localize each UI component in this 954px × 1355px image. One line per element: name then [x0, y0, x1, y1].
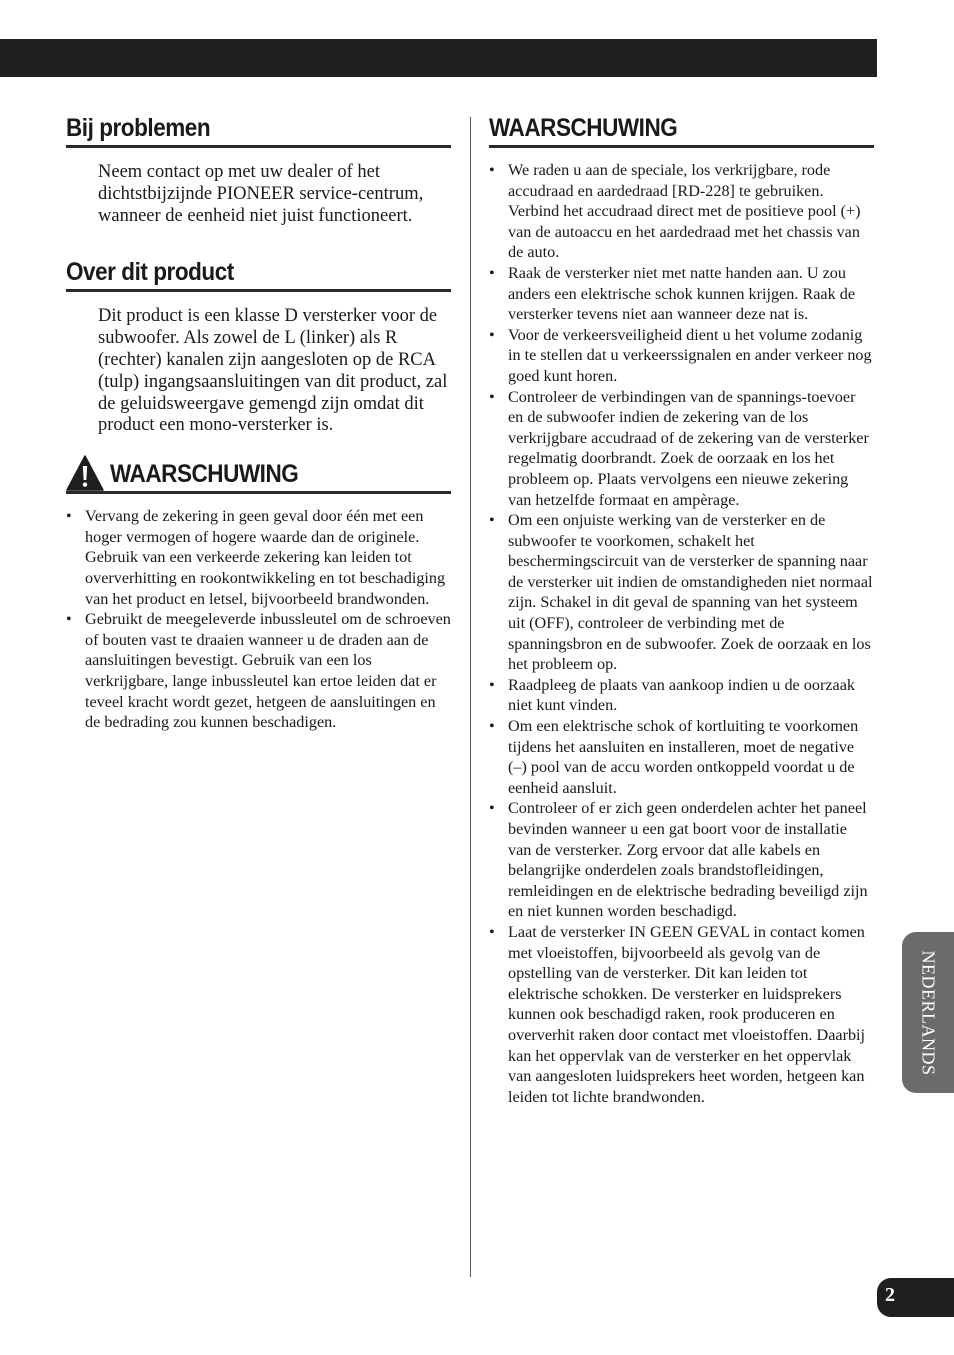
bullet-mark: •: [489, 325, 495, 344]
heading-rule: [489, 145, 874, 148]
bullet-mark: •: [489, 675, 495, 694]
warning-item-text: We raden u aan de speciale, los verkrijgbare, rode accudraad en aardedraad [RD-228] te gebruiken. Verbind het accudraad direct met de positieve pool (+) van de autoaccu en het aardedraad met het chassis van de auto.: [508, 161, 861, 262]
left-column: [66, 113, 451, 733]
warning-item-text: Gebruikt de meegeleverde inbussleutel om de schroeven of bouten vast te draaien wanneer u de draden aan de aansluitingen bevestigt. Gebruik van een los verkrijgbare, lange inbussleutel kan ertoe leiden dat er teveel kracht wordt gezet, hetgeen de aansluitingen en de bedrading zou kunnen beschadigen.: [85, 610, 451, 732]
warning-list-left: [66, 506, 451, 733]
warning-list-right: [489, 160, 874, 1107]
warning-item-text: Controleer of er zich geen onderdelen achter het paneel bevinden wanneer u een gat boort voor de installatie van de versterker. Zorg ervoor dat alle kabels en belangrijke onderdelen zoals brandstofleidingen, remleidingen en de elektrische bedrading beveiligd zijn en niet kunnen worden beschadigd.: [508, 799, 868, 921]
page-number: 2: [885, 1284, 895, 1306]
warning-item-text: Raak de versterker niet met natte handen aan. U zou anders een elektrische schok kunnen krijgen. Raak de versterker tevens niet aan wanneer deze nat is.: [508, 263, 856, 324]
problems-text: Neem contact op met uw dealer of het dichtstbijzijnde PIONEER service-centrum, wanneer de eenheid niet juist functioneert.: [98, 162, 424, 226]
bullet-mark: •: [489, 717, 495, 736]
heading-rule: [66, 289, 451, 292]
section-about-product: [66, 257, 451, 437]
right-column: [489, 113, 874, 1107]
about-text: Dit product is een klasse D versterker voor de subwoofer. Als zowel de L (linker) als R (rechter) kanalen zijn aangesloten op de RCA (tulp) ingangsaansluitingen van dit product, zal de geluidsweergave gemengd zijn omdat dit product een mono-versterker is.: [98, 306, 448, 436]
warning-item-text: Om een onjuiste werking van de versterker en de subwoofer te voorkomen, schakelt het beschermingscircuit van de versterker de spanning naar de versterker uit indien de omstandigheden niet normaal zijn. Schakel in dit geval de spanning van het systeem uit (OFF), controleer de verbinding met de spanningsbron en de subwoofer. Zoek de oorzaak en los het probleem op.: [508, 511, 873, 674]
column-divider: [470, 117, 471, 1277]
language-tab-label: NEDERLANDS: [918, 950, 939, 1075]
bullet-mark: •: [489, 511, 495, 530]
bullet-mark: •: [489, 263, 495, 282]
warning-list-item: [489, 325, 874, 387]
warning-list-item: [489, 675, 874, 716]
section-problems: [66, 113, 451, 227]
warning-item-text: Raadpleeg de plaats van aankoop indien u de oorzaak niet kunt vinden.: [508, 675, 855, 715]
warning-list-item: [66, 506, 451, 609]
warning-triangle-icon: [66, 455, 104, 491]
bullet-mark: •: [489, 161, 495, 179]
bullet-mark: •: [66, 610, 72, 629]
warning-item-text: Controleer de verbindingen van de spannings-toevoer en de subwoofer indien de zekering van de los verkrijgbare accudraad of de zekering van de versterker regelmatig doorbrandt. Zoek de oorzaak en los het probleem op. Plaats vervolgens een nieuwe zekering van hetzelfde formaat en ampèrage.: [508, 387, 869, 509]
warning-item-text: Voor de verkeersveiligheid dient u het volume zodanig in te stellen dat u verkeerssignalen en ander verkeer nog goed kunt horen.: [508, 325, 872, 385]
warning-heading-left: WAARSCHUWING: [110, 460, 299, 489]
bullet-mark: •: [489, 922, 495, 941]
warning-list-item: [489, 798, 874, 922]
warning-heading-right: WAARSCHUWING: [489, 114, 678, 142]
warning-list-item: [489, 160, 874, 263]
warning-list-item: [489, 387, 874, 511]
warning-item-text: Om een elektrische schok of kortluiting te voorkomen tijdens het aansluiten en installeren, moet de negative (–) pool van de accu worden ontkoppeld voordat u de eenheid aansluit.: [508, 717, 859, 797]
page-number-tab: [877, 1278, 954, 1317]
section-heading-problems: Bij problemen: [66, 114, 211, 142]
warning-item-text: Vervang de zekering in geen geval door één met een hoger vermogen of hogere waarde dan de originele. Gebruik van een verkeerde zekering kan leiden tot oververhitting en rookontwikkeling en tot beschadiging van het product en letsel, bijvoorbeeld brandwonden.: [85, 507, 446, 608]
header-bar: [0, 39, 877, 77]
warning-item-text: Laat de versterker IN GEEN GEVAL in contact komen met vloeistoffen, bijvoorbeeld als gevolg van de opstelling van de versterker. Dit kan leiden tot elektrische schokken. De versterker en luidsprekers kunnen ook beschadigd raken, rook produceren en oververhit raken door contact met vloeistoffen. Daarbij kan het oppervlak van de versterker en het oppervlak van aangesloten luidsprekers heet worden, hetgeen kan leiden tot lichte brandwonden.: [508, 922, 866, 1106]
bullet-mark: •: [66, 507, 72, 526]
warning-list-item: [489, 716, 874, 798]
warning-list-item: [489, 922, 874, 1107]
section-warning-left: [66, 455, 451, 733]
warning-list-item: [489, 510, 874, 675]
warning-heading-row: [66, 455, 451, 491]
language-tab: [902, 932, 954, 1093]
section-heading-about: Over dit product: [66, 258, 234, 287]
heading-rule: [66, 491, 451, 494]
bullet-mark: •: [489, 387, 495, 406]
warning-list-item: [66, 609, 451, 733]
heading-rule: [66, 145, 451, 148]
warning-list-item: [489, 263, 874, 325]
bullet-mark: •: [489, 799, 495, 818]
